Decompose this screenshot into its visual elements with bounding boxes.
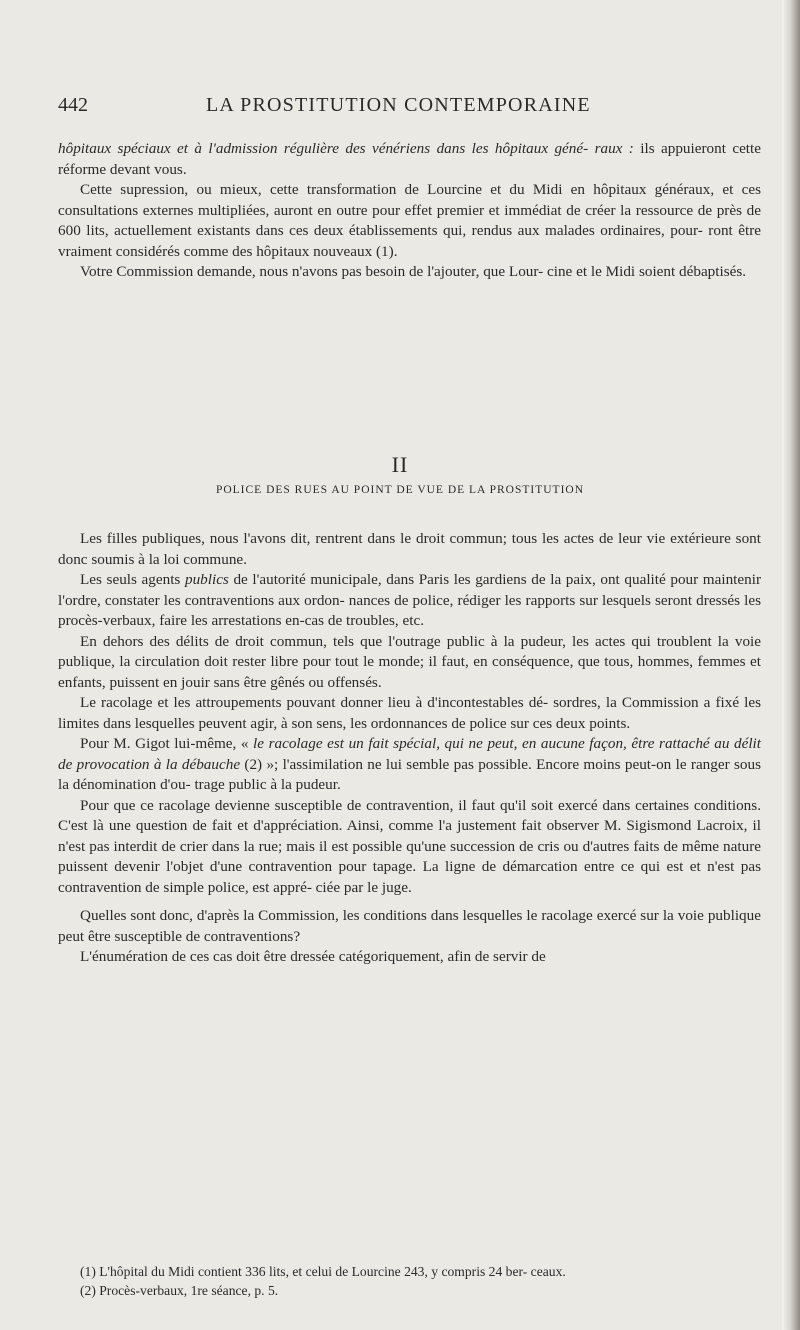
footnote-2: (2) Procès-verbaux, 1re séance, p. 5.: [80, 1283, 279, 1298]
paragraph: Le racolage et les attroupements pouvant donner lieu à d'incontestables dé- sordres, la Commission a fixé les limites dans lesquelles peuvent agir, à son sens, les ordonnances de police sur ces deux points.: [58, 694, 761, 732]
opening-text-block: [58, 139, 761, 283]
section-title: POLICE DES RUES AU POINT DE VUE DE LA PROSTITUTION: [215, 484, 585, 496]
page-header: [58, 94, 758, 124]
section-text-block: [58, 529, 761, 968]
page-edge-shadow: [782, 0, 800, 1330]
paragraph: Les seuls agents publics de l'autorité municipale, dans Paris les gardiens de la paix, ont qualité pour maintenir l'ordre, constater les contraventions aux ordon- nances de police, rédiger les rapports sur lesquels seront dressés les procès-verbaux, faire les arrestations en-cas de troubles, etc.: [58, 571, 762, 629]
italic-word: publics: [184, 571, 229, 588]
paragraph: Votre Commission demande, nous n'avons pas besoin de l'ajouter, que Lour- cine et le Midi soient débaptisés.: [80, 263, 747, 280]
paragraph: Cette supression, ou mieux, cette transformation de Lourcine et du Midi en hôpitaux généraux, et ces consultations externes multipliées, auront en outre pour effet premier et immédiat de créer la ressource de près de 600 lits, actuellement existants dans ces deux établissements qui, rendus aux malades ordinaires, pour- ront être vraiment considérés comme des hôpitaux nouveaux (1).: [58, 181, 761, 260]
paragraph: En dehors des délits de droit commun, tels que l'outrage public à la pudeur, les actes qui troublent la voie publique, la circulation doit rester libre pour tout le monde; il faut, en conséquence, que tous, hommes, femmes et enfants, puissent en jouir sans être gênés ou offensés.: [58, 632, 761, 691]
footnotes: [58, 1262, 761, 1300]
paragraph-continuation: hôpitaux spéciaux et à l'admission régulière des vénériens dans les hôpitaux géné- raux : ils appuieront cette réforme devant vous.: [58, 140, 761, 178]
paragraph: L'énumération de ces cas doit être dressée catégoriquement, afin de servir de: [80, 948, 546, 965]
italic-quote: le racolage est un fait spécial, qui ne peut, en aucune façon, être rattaché au délit de provocation à la débauche: [58, 735, 761, 773]
paragraph: Quelles sont donc, d'après la Commission, les conditions dans lesquelles le racolage exercé sur la voie publique peut être susceptible de contraventions?: [58, 907, 761, 945]
running-title: LA PROSTITUTION CONTEMPORAINE: [206, 94, 591, 116]
paragraph: Pour M. Gigot lui-même, « le racolage est un fait spécial, qui ne peut, en aucune façon, être rattaché au délit de provocation à la débauche (2) »; l'assimilation ne lui semble pas possible. Encore moins peut-on le ranger sous la dénomination d'ou- trage public à la pudeur.: [58, 735, 762, 793]
paragraph: Pour que ce racolage devienne susceptible de contravention, il faut qu'il soit exercé dans certaines conditions. C'est là une question de fait et d'appréciation. Ainsi, comme l'a justement fait observer M. Sigismond Lacroix, il n'est pas interdit de crier dans la rue; mais il est possible qu'une succession de cris ou d'autres faits de même nature puissent devenir l'objet d'une contravention pour tapage. La ligne de démarcation entre ce qui est et n'est pas contravention de simple police, est appré- ciée par le juge.: [58, 796, 761, 896]
footnote-1: (1) L'hôpital du Midi contient 336 lits, et celui de Lourcine 243, y compris 24 ber- ceaux.: [80, 1264, 566, 1279]
paragraph: Les filles publiques, nous l'avons dit, rentrent dans le droit commun; tous les actes de leur vie extérieure sont donc soumis à la loi commune.: [58, 530, 761, 568]
section-numeral: II: [391, 452, 409, 477]
italic-phrase: hôpitaux spéciaux et à l'admission régulière des vénériens dans les hôpitaux géné- raux :: [58, 140, 634, 157]
page-number: 442: [58, 94, 88, 116]
